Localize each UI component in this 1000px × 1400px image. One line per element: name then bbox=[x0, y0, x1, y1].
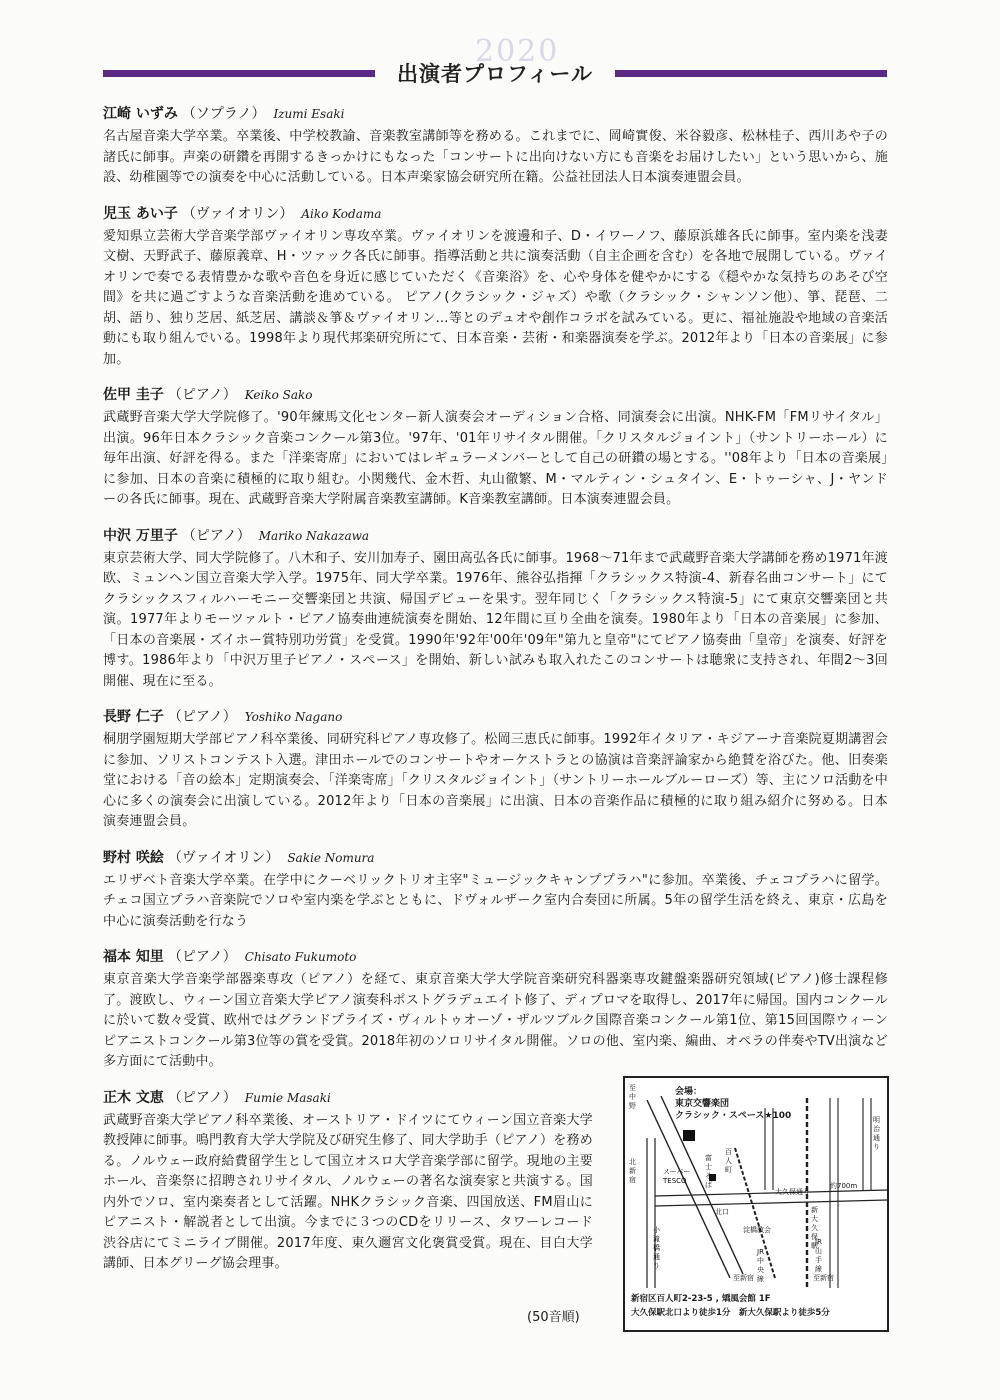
performer-name: 中沢 万里子 bbox=[103, 527, 178, 544]
map-label-jr-yamanote: JR山手線 bbox=[815, 1238, 822, 1273]
performer-bio: 愛知県立芸術大学音楽学部ヴァイオリン専攻卒業。ヴァイオリンを渡邊和子、D・イワーノフ、藤原浜雄各氏に師事。室内楽を浅妻文樹、天野武子、藤原義章、H・ツァック各氏に師事。指導活動と共に演奏活動（自主企画を含む）を各地で展開している。ヴァイオリンで奏でる表情豊かな歌や音色を身近に感じていただく《音楽浴》を、心や身体を健やかにする《穏やかな気持ちのあそび空間》を共に過ごすような音楽活動を進めている。 ピアノ(クラシック・ジャズ）や歌（クラシック・シャンソン他）、箏、琵琶、二胡、語り、独り芝居、紙芝居、講談＆箏＆ヴァイオリン…等とのデュオや創作コラボを試みている。更に、福祉施設や地域の音楽活動にも取り組んでいる。1998年より現代邦楽研究所にて、日本音楽・芸術・和楽器演奏を学ぶ。2012年より「日本の音楽展」に参加。 bbox=[103, 228, 888, 367]
profile-nagano bbox=[103, 707, 888, 833]
map-label-to-shinjuku-2: 至新宿 bbox=[813, 1274, 834, 1282]
map-address-line2: 大久保駅北口より徒歩1分 新大久保駅より徒歩5分 bbox=[631, 1308, 830, 1318]
header-bar-right bbox=[615, 70, 887, 77]
performer-name: 福本 知里 bbox=[103, 949, 164, 965]
profile-name-line bbox=[103, 707, 888, 727]
profile-nomura bbox=[103, 848, 888, 933]
performer-romaji: Yoshiko Nagano bbox=[244, 710, 343, 724]
map-label-okubo-dori: 大久保通り bbox=[775, 1188, 810, 1196]
header-bar-left bbox=[103, 70, 375, 77]
performer-romaji: Sakie Nomura bbox=[287, 850, 375, 865]
profile-name-line bbox=[103, 204, 888, 224]
map-label-to-shinjuku-1: 至新宿 bbox=[733, 1274, 754, 1282]
page-title: 出演者プロフィール bbox=[397, 62, 593, 86]
profile-fukumoto bbox=[103, 947, 888, 1073]
map-venue-line3: クラシック・スペース★100 bbox=[675, 1111, 792, 1121]
map-address-line1: 新宿区百人町2-23-5 , 矯風会館 1F bbox=[631, 1294, 771, 1304]
performer-role: （ヴァイオリン） bbox=[181, 205, 294, 222]
performer-romaji: Izumi Esaki bbox=[273, 107, 345, 121]
performer-romaji: Mariko Nakazawa bbox=[258, 528, 370, 543]
profile-sako bbox=[103, 385, 888, 511]
performer-romaji: Fumie Masaki bbox=[244, 1090, 331, 1105]
map-label-otakibashi: 小滝橋通り bbox=[653, 1226, 660, 1270]
performer-bio: エリザベト音楽大学卒業。在学中にクーベリックトリオ主宰"ミュージックキャンププラハ"に参加。卒業後、チェコプラハに留学。チェコ国立プラハ音楽院でソロや室内楽を学ぶとともに、ドヴォルザーク室内合奏団に所属。5年の留学生活を終え、東京・広島を中心に演奏活動を行なう bbox=[103, 872, 888, 929]
performer-bio: 名古屋音楽大学卒業。卒業後、中学校教諭、音楽教室講師等を務める。これまでに、岡崎實俊、米谷毅彦、松林桂子、西川あや子の諸氏に師事。声楽の研鑽を再開するきっかけにもなった「コンサートに出向けない方にも音楽をお届けしたい」という思いから、施設、幼稚園等での演奏を中心に活動している。日本声楽家協会研究所在籍。公益社団法人日本演奏連盟会員。 bbox=[103, 129, 888, 185]
performer-role: （ソプラノ） bbox=[181, 106, 266, 122]
performer-bio: 武蔵野音楽大学大学院修了。'90年練馬文化センター新人演奏会オーディション合格、同演奏会に出演。NHK-FM「FMリサイタル」出演。96年日本クラシック音楽コンクール第3位。'97年、'01年リサイタル開催。「クリスタルジョイント」（サントリーホール）に毎年出演、好評を得る。また「洋楽寄席」においてはレギュラーメンバーとして自己の研鑽の場とする。''08年より「日本の音楽展」に参加、日本の音楽に積極的に取り組む。小関幾代、金木哲、丸山徹繁、M・マルティン・シュタイン、E・トゥーシャ、J・ヤンドーの各氏に師事。現在、武蔵野音楽大学附属音楽教室講師。K音楽教室講師。日本演奏連盟会員。 bbox=[103, 410, 888, 507]
map-label-distance: 約700m bbox=[830, 1182, 858, 1190]
profile-name-line bbox=[103, 385, 888, 405]
performer-role: （ピアノ） bbox=[167, 387, 237, 403]
map-label-fujisoba: 富士そば bbox=[705, 1154, 712, 1189]
profile-nakazawa bbox=[103, 526, 888, 693]
order-note: (50音順) bbox=[527, 1310, 580, 1325]
profile-name-line bbox=[103, 526, 888, 546]
profile-name-line bbox=[103, 947, 888, 967]
performer-romaji: Chisato Fukumoto bbox=[244, 950, 357, 964]
map-label-kitashinjuku: 北新宿 bbox=[629, 1158, 636, 1184]
performer-bio: 東京芸術大学、同大学院修了。八木和子、安川加寿子、園田高弘各氏に師事。1968～71年まで武蔵野音楽大学講師を務め1971年渡欧、ミュンヘン国立音楽大学入学。1975年、同大学卒業。1976年、熊谷弘指揮「クラシックス特演-4、新春名曲コンサート」にてクラシックスフィルハーモニー交響楽団と共演、帰国デビューを果す。翌年同じく「クラシックス特演-5」にて東京交響楽団と共演。1977年よりモーツァルト・ピアノ協奏曲連続演奏を開始、12年間に亘り全曲を演奏。1980年より「日本の音楽展」に参加、「日本の音楽展・ズイホー賞特別功労賞」を受賞。1990年'92年'00年'09年"第九と皇帝"にてピアノ協奏曲「皇帝」を演奏、好評を博す。1986年より「中沢万里子ピアノ・スペース」を開始、新しい試みも取入れたこのコンサートは聴衆に支持され、年間2～3回開催、現在に至る。 bbox=[103, 550, 888, 689]
performer-romaji: Keiko Sako bbox=[244, 388, 313, 402]
performer-role: （ピアノ） bbox=[167, 709, 237, 725]
performer-name: 佐甲 圭子 bbox=[103, 387, 164, 403]
map-label-church: 淀橋教会 bbox=[743, 1226, 771, 1234]
profile-kodama bbox=[103, 204, 888, 371]
map-label-supermarket: スーパー TESCO bbox=[663, 1168, 691, 1185]
venue-map bbox=[623, 1076, 889, 1332]
performer-role: （ヴァイオリン） bbox=[167, 849, 280, 866]
performer-romaji: Aiko Kodama bbox=[301, 206, 382, 221]
performer-role: （ピアノ） bbox=[181, 527, 251, 544]
profile-esaki bbox=[103, 104, 888, 189]
performer-name: 野村 咲絵 bbox=[103, 849, 164, 866]
performer-role: （ピアノ） bbox=[167, 949, 237, 965]
map-label-jr-chuo: JR中央線 bbox=[757, 1248, 764, 1283]
profile-name-line bbox=[103, 848, 888, 868]
performer-bio: 桐朋学園短期大学部ピアノ科卒業後、同研究科ピアノ専攻修了。松岡三恵氏に師事。1992年イタリア・キジアーナ音楽院夏期講習会に参加、ソリストコンテスト入選。津田ホールでのコンサートやオーケストラとの協演は音楽評論家から絶賛を浴びた。他、旧奏楽堂における「音の絵本」定期演奏会、「洋楽寄席」「クリスタルジョイント」（サントリーホールブルーローズ）等、主にソロ活動を中心に多くの演奏会に出演している。2012年より「日本の音楽展」に出演、日本の音楽作品に積極的に取り組み紹介に努める。日本演奏連盟会員。 bbox=[103, 732, 888, 829]
map-venue-line1: 会場： bbox=[675, 1087, 703, 1097]
section-header bbox=[103, 56, 887, 90]
map-label-to-nakano: 至中野 bbox=[629, 1084, 636, 1110]
map-label-hyakunincho: 百人町 bbox=[725, 1148, 732, 1174]
performer-role: （ピアノ） bbox=[167, 1089, 237, 1106]
bleed-through-text: 2020 bbox=[475, 34, 560, 69]
map-label-meiji-dori: 明治通り bbox=[873, 1116, 880, 1151]
performer-name: 長野 仁子 bbox=[103, 709, 164, 725]
performer-bio: 武蔵野音楽大学ピアノ科卒業後、オーストリア・ドイツにてウィーン国立音楽大学教授陣に師事。鳴門教育大学大学院及び研究生修了、同大学助手（ピアノ）を務める。ノルウェー政府給費留学生として国立オスロ大学音楽学部に留学。現地の主要ホール、音楽祭に招聘されリサイタル、ノルウェーの著名な演奏家と共演する。国内外でソロ、室内楽奏者として活躍。NHKクラシック音楽、四国放送、FM眉山にピアニスト・解説者として出演。今までに３つのCDをリリース、タワーレコード渋谷店にてミニライブ開催。2017年度、東久邇宮文化褒賞受賞。現在、目白大学講師、日本グリーグ協会理事。 bbox=[103, 1112, 593, 1271]
profile-name-line bbox=[103, 104, 888, 124]
map-label-kitaguchi: 北口 bbox=[715, 1208, 729, 1216]
map-venue-line2: 東京交響楽団 bbox=[675, 1099, 730, 1109]
performer-name: 児玉 あい子 bbox=[103, 205, 178, 222]
performer-name: 江崎 いずみ bbox=[103, 106, 178, 122]
map-label-shin-okubo: 新大久保駅 bbox=[811, 1206, 818, 1250]
performer-bio: 東京音楽大学音楽学部器楽専攻（ピアノ）を経て、東京音楽大学大学院音楽研究科器楽専攻鍵盤楽器研究領域(ピアノ)修士課程修了。渡欧し、ウィーン国立音楽大学ピアノ演奏科ポストグラデュエイト修了、ディプロマを取得し、2017年に帰国。国内コンクールに於いて数々受賞、欧州ではグランドプライズ・ヴィルトゥオーゾ・ザルツブルク国際音楽コンクール第1位、第15回国際ウィーンピアニストコンクール第3位等の賞を受賞。2018年初のソロリサイタル開催。ソロの他、室内楽、編曲、オペラの伴奏やTV出演など多方面にて活動中。 bbox=[103, 972, 888, 1069]
performer-name: 正木 文恵 bbox=[103, 1089, 164, 1106]
